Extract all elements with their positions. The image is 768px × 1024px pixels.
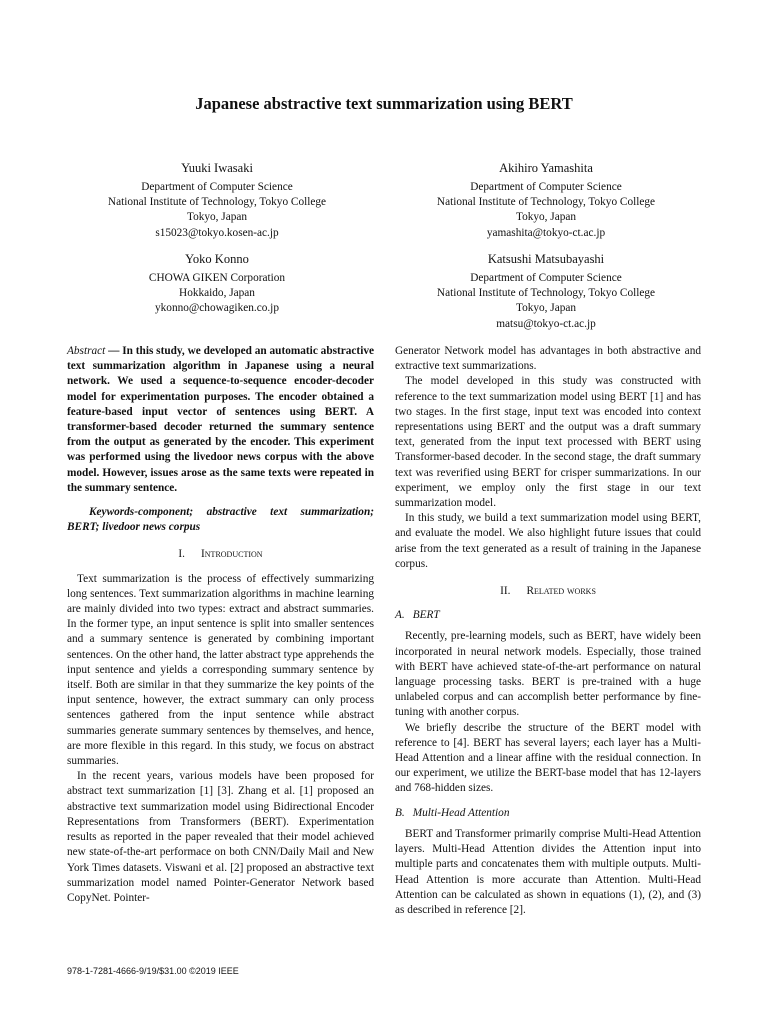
subsection-title: Multi-Head Attention [412,806,510,819]
subsection-heading-bert [395,608,701,623]
author-affiliation: Department of Computer Science [470,272,622,284]
author-affiliation: Department of Computer Science [141,181,293,193]
author-affiliation: National Institute of Technology, Tokyo College [436,287,656,300]
author-affiliation: National Institute of Technology, Tokyo College [107,196,327,209]
paragraph: Recently, pre-learning models, such as BERT, have widely been incorporated in neural network models. Especially, those trained with BERT have achieved state-of-the-art performance on natural language processing tasks. BERT is pre-trained with a huge unlabeled corpus and can accomplish better performance by fine-tuning with another corpus. [395,630,701,719]
section-number: II. [500,585,511,598]
author-location: Hokkaido, Japan [179,287,255,300]
paragraph: In this study, we build a text summarization model using BERT, and evaluate the model. We also highlight future issues that could arise from the text generated as a result of training in the Japanese corpus. [395,512,701,570]
abstract [67,344,374,496]
subsection-heading-multi-head-attention [395,806,701,821]
copyright-footer: 978-1-7281-4666-9/19/$31.00 ©2019 IEEE [67,966,239,976]
author-name: Yuuki Iwasaki [181,161,253,175]
paragraph: Text summarization is the process of effectively summarizing long sentences. Text summarization algorithms in machine learning are mainly divided into two types: extract and abstract summaries. In the former type, an input sentence is split into smaller sentences and a summary sentence is generated by combining important sentences. On the other hand, the latter abstract type apprehends the input sentence and yields a corresponding summary sentence by itself. Both are similar in that they summarize the key points of the input sentence, however, the extract summary can only process sentences gathered from the input sentence while abstract summaries generate summary sentences by themselves, and hence, are more flexible in this regard. In this study, we focus on abstract summaries. [67,572,374,768]
abstract-label: Abstract [67,345,106,357]
author-block-2 [396,160,696,241]
author-email: yamashita@tokyo-ct.ac.jp [486,226,606,239]
paragraph: In the recent years, various models have been proposed for abstract text summarization [1] [3]. Zhang et al. [1] proposed an abstractive text summarization model using Bidirectional Encoder Representations from Transformers (BERT). Experimentation results as reported in the paper revealed that their model achieved new state-of-the-art performace on both CNN/Daily Mail and New York Times datasets. Viswani et al. [2] proposed an abstractive text summarization model named Pointer-Generator Network based CopyNet. Pointer- [67,770,374,904]
author-block-1 [67,160,367,241]
subsection-label: B. [395,806,405,819]
author-name: Katsushi Matsubayashi [487,252,605,266]
paragraph: BERT and Transformer primarily comprise Multi-Head Attention layers. Multi-Head Attention divides the Attention input into multiple parts and concatenates them with multiple outputs. Multi-Head Attention is more accurate than Attention. Multi-Head Attention can be calculated as shown in equations (1), (2), and (3) as described in reference [2]. [395,827,701,916]
paragraph: Generator Network model has advantages in both abstractive and extractive text summarizations. [395,345,701,373]
keywords: Keywords-component; abstractive text summarization; BERT; livedoor news corpus [67,506,374,534]
section-heading-related-works [395,584,701,599]
subsection-title: BERT [412,609,440,622]
paper-title: Japanese abstractive text summarization using BERT [195,94,573,113]
section-title: Introduction [201,548,263,561]
abstract-text: — In this study, we developed an automatic abstractive text summarization algorithm in Japanese using a neural network. We used a sequence-to-sequence encoder-decoder model for experimentation purposes. The encoder obtained a feature-based input vector of sentences using BERT. A transformer-based decoder returned the summary sentence from the output as generated by the encoder. This experiment was performed using the livedoor news corpus with the above model. However, issues arose as the same texts were repeated in the summary sentence. [67,345,374,494]
author-name: Akihiro Yamashita [499,161,593,175]
right-column [395,344,701,918]
author-affiliation: CHOWA GIKEN Corporation [148,272,286,284]
author-affiliation: National Institute of Technology, Tokyo College [436,196,656,209]
author-affiliation: Department of Computer Science [470,181,622,193]
author-email: ykonno@chowagiken.co.jp [155,302,279,315]
author-email: s15023@tokyo.kosen-ac.jp [155,226,279,239]
author-location: Tokyo, Japan [186,211,248,224]
paragraph: We briefly describe the structure of the BERT model with reference to [4]. BERT has several layers; each layer has a Multi-Head Attention and a linear affine with the residual connection. In our experiment, we utilize the BERT-base model that has 12-layers and 768-hidden sizes. [395,721,701,795]
author-name: Yoko Konno [185,252,249,266]
author-location: Tokyo, Japan [515,211,577,224]
subsection-label: A. [395,609,405,622]
left-column [67,344,374,906]
author-location: Tokyo, Japan [515,302,577,315]
author-email: matsu@tokyo-ct.ac.jp [496,317,596,330]
author-block-3 [67,251,367,317]
author-block-4 [396,251,696,332]
section-number: I. [178,548,186,561]
section-heading-introduction [67,547,374,562]
section-title: Related works [526,585,596,598]
paragraph: The model developed in this study was constructed with reference to the text summarization model using BERT [1] and has two stages. In the first stage, input text was encoded into context representations using BERT and the output was a draft summary text, generated from the input text processed with BERT using Transformer-based decoder. In the second stage, the draft summary text was reverified using BERT for crisper summarizations. In our experiment, we employ only the first stage in our text summarization model. [395,375,701,510]
